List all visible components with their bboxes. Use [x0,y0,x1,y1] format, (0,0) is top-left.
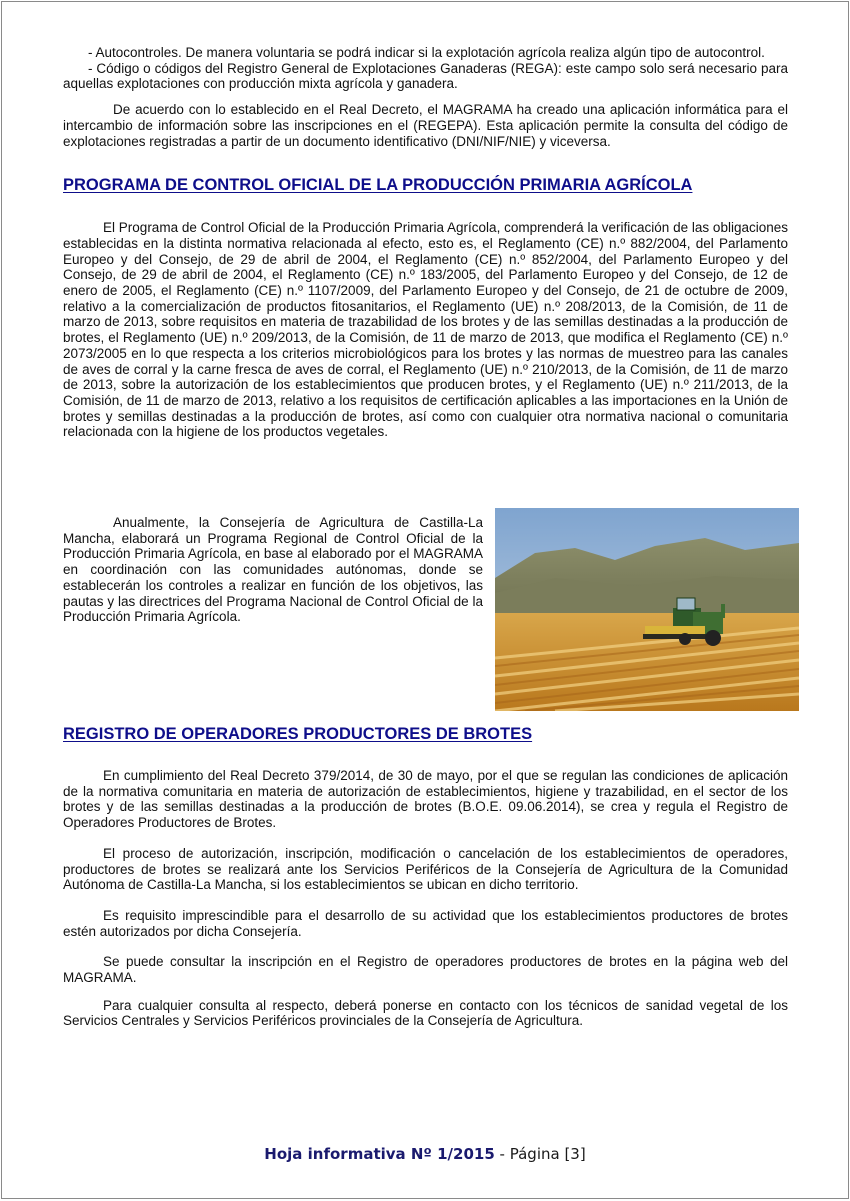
document-page [1,1,849,1199]
section2-paragraph-5: Para cualquier consulta al respecto, deberá ponerse en contacto con los técnicos de sanidad vegetal de los Servicios Centrales y Servicios Periféricos provinciales de la Consejería de Agricultura. [63,997,788,1029]
section2-body [63,768,788,1029]
section1-paragraph-2: Anualmente, la Consejería de Agricultura de Castilla-La Mancha, elaborará un Programa Regional de Control Oficial de la Producción Primaria Agrícola, en base al elaborado por el MAGRAMA en coordinación con las comunidades autónomas, donde se establecerán los controles a realizar en función de los objetivos, las pautas y las directrices del Programa Nacional de Control Oficial de la Producción Primaria Agrícola. [63,515,483,625]
footer-bulletin-title: Hoja informativa Nº 1/2015 [264,1145,495,1163]
section-heading-registro-brotes: REGISTRO DE OPERADORES PRODUCTORES DE BROTES [63,725,533,743]
page-footer [2,1145,848,1163]
page-content [63,45,788,1029]
section2-paragraph-3: Es requisito imprescindible para el desarrollo de su actividad que los establecimientos productores de brotes estén autorizados por dicha Consejería. [63,907,788,939]
section2-paragraph-1: En cumplimiento del Real Decreto 379/2014, de 30 de mayo, por el que se regulan las condiciones de aplicación de la normativa comunitaria en materia de autorización de establecimientos, higiene y trazabilidad, en el sector de los brotes y de las semillas destinadas a la producción de brotes (B.O.E. 09.06.2014), se crea y regula el Registro de Operadores Productores de Brotes. [63,768,788,831]
section-heading-control-oficial: PROGRAMA DE CONTROL OFICIAL DE LA PRODUCCIÓN PRIMARIA AGRÍCOLA [63,176,693,195]
section2-paragraph-2: El proceso de autorización, inscripción, modificación o cancelación de los establecimientos de operadores, productores de brotes se realizará ante los Servicios Periféricos de la Consejería de Agricultura de la Comunidad Autónoma de Castilla-La Mancha, si los establecimientos se ubican en dicho territorio. [63,845,788,893]
harvester-photo [495,508,799,711]
intro-rega: - Código o códigos del Registro General de Explotaciones Ganaderas (REGA): este campo solo será necesario para aquellas explotaciones con producción mixta agrícola y ganadera. [63,60,788,92]
footer-page-number: - Página [3] [494,1145,586,1163]
section2-paragraph-4: Se puede consultar la inscripción en el Registro de operadores productores de brotes en la página web del MAGRAMA. [63,954,788,986]
intro-magrama: De acuerdo con lo establecido en el Real Decreto, el MAGRAMA ha creado una aplicación informática para el intercambio de información sobre las inscripciones en el (REGEPA). Esta aplicación permite la consulta del código de explotaciones registradas a partir de un documento identificativo (DNI/NIF/NIE) y viceversa. [63,102,788,149]
intro-autocontroles: - Autocontroles. De manera voluntaria se podrá indicar si la explotación agrícola realiza algún tipo de autocontrol. [88,45,765,60]
section1-paragraph-1: El Programa de Control Oficial de la Producción Primaria Agrícola, comprenderá la verificación de las obligaciones establecidas en la distinta normativa relacionada al efecto, esto es, el Reglamento (CE) n.º 882/2004, del Parlamento Europeo y del Consejo, de 29 de abril de 2004, el Reglamento (CE) n.º 852/2004, del Parlamento Europeo y del Consejo, de 29 de abril de 2004, el Reglamento (CE) n.º 183/2005, del Parlamento Europeo y del Consejo, de 12 de enero de 2005, el Reglamento (CE) n.º 1107/2009, del Parlamento Europeo y del Consejo, de 21 de octubre de 2009, relativo a la comercialización de productos fitosanitarios, el Reglamento (UE) n.º 208/2013, de la Comisión, de 11 de marzo de 2013, sobre requisitos en materia de trazabilidad de los brotes y de las semillas destinadas a la producción de brotes, el Reglamento (UE) n.º 209/2013, de la Comisión, de 11 de marzo de 2013, que modifica el Reglamento (CE) n.º 2073/2005 en lo que respecta a los criterios microbiológicos para los brotes y las normas de muestreo para las canales de aves de corral y la carne fresca de aves de corral, el Reglamento (UE) n.º 210/2013, de la Comisión, de 11 de marzo de 2013, sobre la autorización de los establecimientos que producen brotes, y el Reglamento (UE) n.º 211/2013, de la Comisión, de 11 de marzo de 2013, relativo a los requisitos de certificación aplicables a las importaciones en la Unión de brotes y semillas destinadas a la producción de brotes, así como con cualquier otra normativa nacional o comunitaria relacionada con la higiene de los productos vegetales. [63,220,788,440]
